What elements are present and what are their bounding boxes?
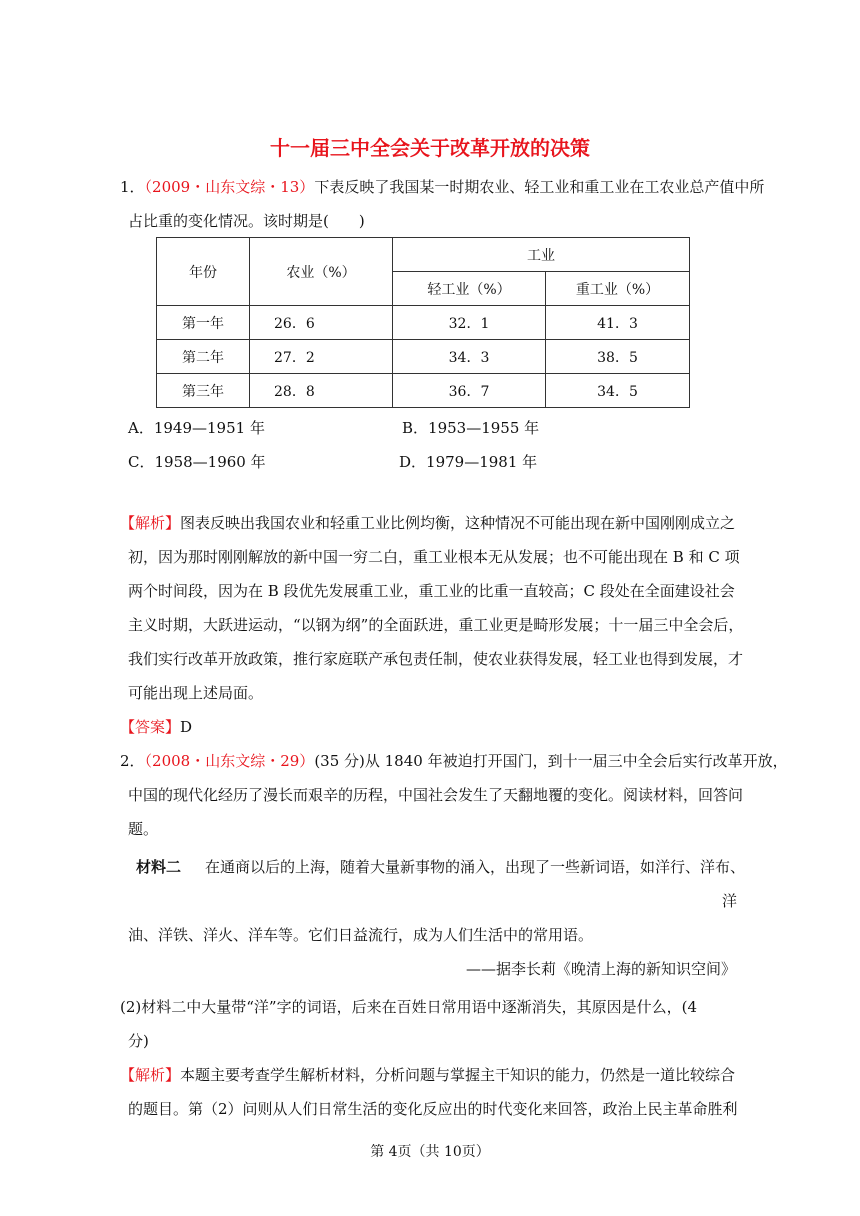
analysis-text: 本题主要考查学生解析材料，分析问题与掌握主干知识的能力，仍然是一道比较综合	[180, 1066, 736, 1084]
analysis-1-line5: 我们实行改革开放政策，推行家庭联产承包责任制，使农业获得发展，轻工业也得到发展，才	[128, 650, 744, 668]
cell-heavy-industry: 34．5	[546, 374, 690, 408]
question-2-stem-line3: 题。	[128, 820, 159, 838]
table-row	[157, 374, 690, 408]
question-text: 下表反映了我国某一时期农业、轻工业和重工业在工农业总产值中所	[314, 178, 765, 196]
material-label: 材料二	[136, 858, 182, 876]
cell-year: 第一年	[157, 306, 250, 340]
question-source: （2009・山东文综・13）	[144, 178, 315, 196]
material-text: 在通商以后的上海，随着大量新事物的涌入，出现了一些新词语，如洋行、洋布、	[205, 858, 746, 876]
analysis-1-line6: 可能出现上述局面。	[128, 684, 264, 702]
cell-year: 第二年	[157, 340, 250, 374]
header-agriculture: 农业（%）	[250, 238, 393, 306]
question-source: （2008・山东文综・29）	[144, 752, 315, 770]
analysis-1-line2: 初，因为那时刚刚解放的新中国一穷二白，重工业根本无从发展；也不可能出现在 B 和 C 项	[128, 548, 740, 566]
analysis-tag: 【解析】	[120, 514, 181, 532]
cell-year: 第三年	[157, 374, 250, 408]
analysis-1-line1	[120, 512, 735, 534]
answer-1	[120, 716, 192, 738]
page-title: 十一届三中全会关于改革开放的决策	[270, 136, 590, 160]
sub-question-line2: 分)	[128, 1032, 149, 1050]
cell-heavy-industry: 41．3	[546, 306, 690, 340]
cell-agriculture: 28．8	[250, 374, 393, 408]
option-a: A．1949—1951 年	[128, 419, 265, 437]
table-row	[157, 306, 690, 340]
page-footer: 第 4页（共 10页）	[370, 1144, 490, 1160]
cell-agriculture: 26．6	[250, 306, 393, 340]
material-line2: 油、洋铁、洋火、洋车等。它们日益流行，成为人们生活中的常用语。	[128, 926, 594, 944]
header-year: 年份	[157, 238, 250, 306]
analysis-2-line2: 的题目。第（2）问则从人们日常生活的变化反应出的时代变化来回答，政治上民主革命胜利	[128, 1100, 738, 1118]
sub-question-line1: (2)材料二中大量带“洋”字的词语，后来在百姓日常用语中逐渐消失，其原因是什么，(4	[120, 998, 697, 1016]
header-industry: 工业	[393, 238, 690, 272]
table-row	[157, 340, 690, 374]
option-d: D．1979—1981 年	[399, 453, 538, 471]
analysis-text: 图表反映出我国农业和轻重工业比例均衡，这种情况不可能出现在新中国刚刚成立之	[180, 514, 736, 532]
question-1-stem-line1	[120, 176, 764, 198]
option-b: B．1953—1955 年	[402, 419, 540, 437]
question-2-stem-line1	[120, 750, 788, 772]
question-text: (35 分)从 1840 年被迫打开国门，到十一届三中全会后实行改革开放，	[314, 752, 788, 770]
cell-agriculture: 27．2	[250, 340, 393, 374]
question-number: 2．	[120, 752, 145, 770]
answer-value: D	[180, 718, 193, 736]
material-source: ——据李长莉《晚清上海的新知识空间》	[465, 960, 736, 978]
table-header-row	[157, 238, 690, 272]
material-line1-end: 洋	[722, 892, 738, 910]
header-light-industry: 轻工业（%）	[393, 272, 546, 306]
analysis-2-line1	[120, 1064, 735, 1086]
answer-tag: 【答案】	[120, 718, 181, 736]
question-number: 1．	[120, 178, 145, 196]
cell-light-industry: 34．3	[393, 340, 546, 374]
industry-ratio-table	[156, 237, 690, 408]
cell-light-industry: 36．7	[393, 374, 546, 408]
analysis-1-line4: 主义时期，大跃进运动，“以钢为纲”的全面跃进，重工业更是畸形发展；十一届三中全会后，	[128, 616, 744, 634]
material-line1	[136, 856, 745, 878]
cell-heavy-industry: 38．5	[546, 340, 690, 374]
header-heavy-industry: 重工业（%）	[546, 272, 690, 306]
analysis-1-line3: 两个时间段，因为在 B 段优先发展重工业，重工业的比重一直较高；C 段处在全面建设社会	[128, 582, 735, 600]
question-1-stem-line2: 占比重的变化情况。该时期是( )	[128, 212, 365, 230]
question-2-stem-line2: 中国的现代化经历了漫长而艰辛的历程，中国社会发生了天翻地覆的变化。阅读材料，回答问	[128, 786, 744, 804]
cell-light-industry: 32．1	[393, 306, 546, 340]
analysis-tag: 【解析】	[120, 1066, 181, 1084]
option-c: C．1958—1960 年	[128, 453, 266, 471]
